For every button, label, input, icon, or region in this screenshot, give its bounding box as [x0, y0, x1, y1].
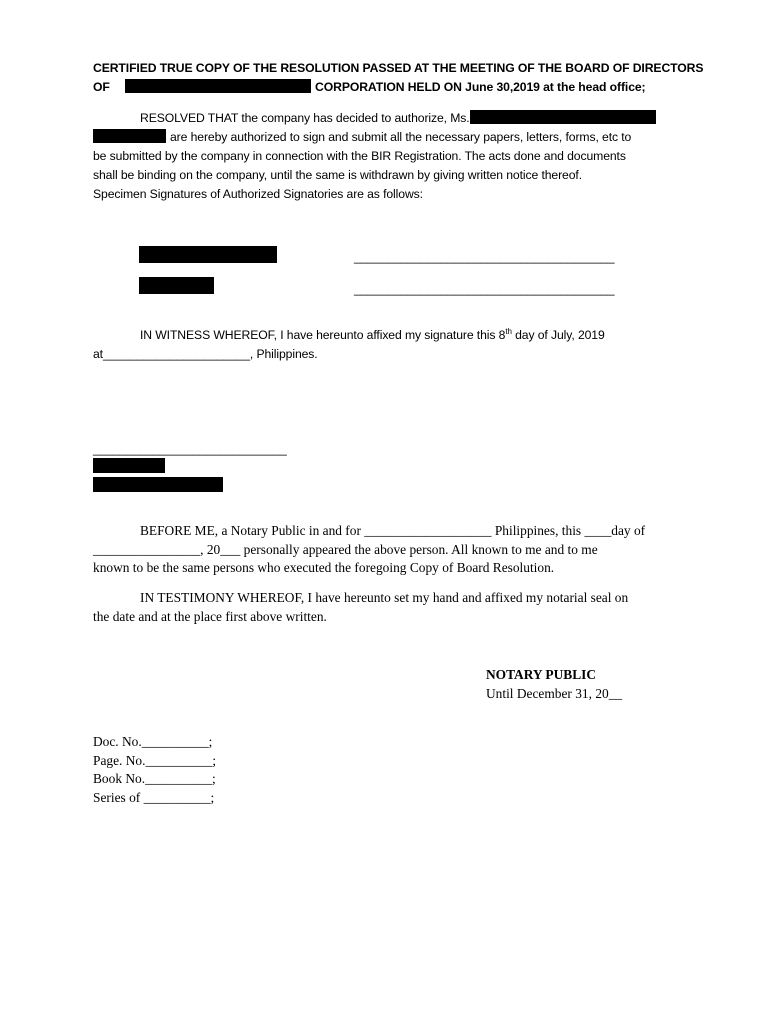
witness-paragraph — [93, 326, 683, 364]
witness-line-1: IN WITNESS WHEREOF, I have hereunto affixed my signature this 8th day of July, 2019 — [140, 326, 605, 342]
testimony-line-2: the date and at the place first above written. — [93, 608, 327, 624]
redacted-signer-title — [93, 477, 223, 492]
resolution-line-4: shall be binding on the company, until the same is withdrawn by giving written notice thereof. — [93, 168, 582, 182]
resolution-heading — [93, 59, 704, 97]
signer-signature-line: _____________________________ — [93, 442, 287, 456]
ack-line-2: ________________, 20___ personally appeared the above person. All known to me and to me — [93, 541, 598, 557]
redacted-signatory-1 — [139, 246, 277, 263]
heading-line-2: OF CORPORATION HELD ON June 30,2019 at the head office; — [93, 80, 646, 94]
book-no: Book No.__________; — [93, 771, 216, 786]
redacted-signatory-2 — [139, 277, 214, 294]
ack-line-3: known to be the same persons who executed the foregoing Copy of Board Resolution. — [93, 560, 555, 575]
series-of: Series of __________; — [93, 789, 215, 805]
signature-line-1: _______________________________________ — [354, 250, 615, 264]
notary-acknowledgment — [93, 522, 683, 578]
resolution-line-5: Specimen Signatures of Authorized Signatories are as follows: — [93, 187, 423, 201]
page-no: Page. No.__________; — [93, 752, 217, 768]
redacted-authorized-name — [470, 110, 656, 124]
redacted-company-name — [125, 79, 311, 93]
testimony-line-1: IN TESTIMONY WHEREOF, I have hereunto set my hand and affixed my notarial seal on — [140, 590, 629, 605]
notary-public-block — [486, 666, 622, 703]
resolution-line-2: are hereby authorized to sign and submit all the necessary papers, letters, forms, etc to — [93, 128, 683, 147]
resolution-line-1: RESOLVED THAT the company has decided to authorize, Ms. — [93, 109, 683, 128]
redacted-authorized-name-cont — [93, 129, 166, 143]
notary-public-title: NOTARY PUBLIC — [486, 667, 597, 682]
document-references — [93, 733, 216, 807]
doc-no: Doc. No.__________; — [93, 734, 213, 749]
ack-line-1: BEFORE ME, a Notary Public in and for ___________________ Philippines, this ____day of — [140, 523, 646, 538]
resolution-paragraph — [93, 109, 683, 204]
signature-line-2: _______________________________________ — [354, 282, 615, 296]
notary-commission-until: Until December 31, 20__ — [486, 685, 623, 701]
redacted-signer-name — [93, 458, 165, 473]
resolution-line-3: be submitted by the company in connection with the BIR Registration. The acts done and documents — [93, 149, 626, 163]
witness-line-2: at______________________, Philippines. — [93, 347, 318, 361]
testimony-paragraph — [93, 589, 683, 626]
heading-line-1: CERTIFIED TRUE COPY OF THE RESOLUTION PASSED AT THE MEETING OF THE BOARD OF DIRECTORS — [93, 61, 704, 75]
